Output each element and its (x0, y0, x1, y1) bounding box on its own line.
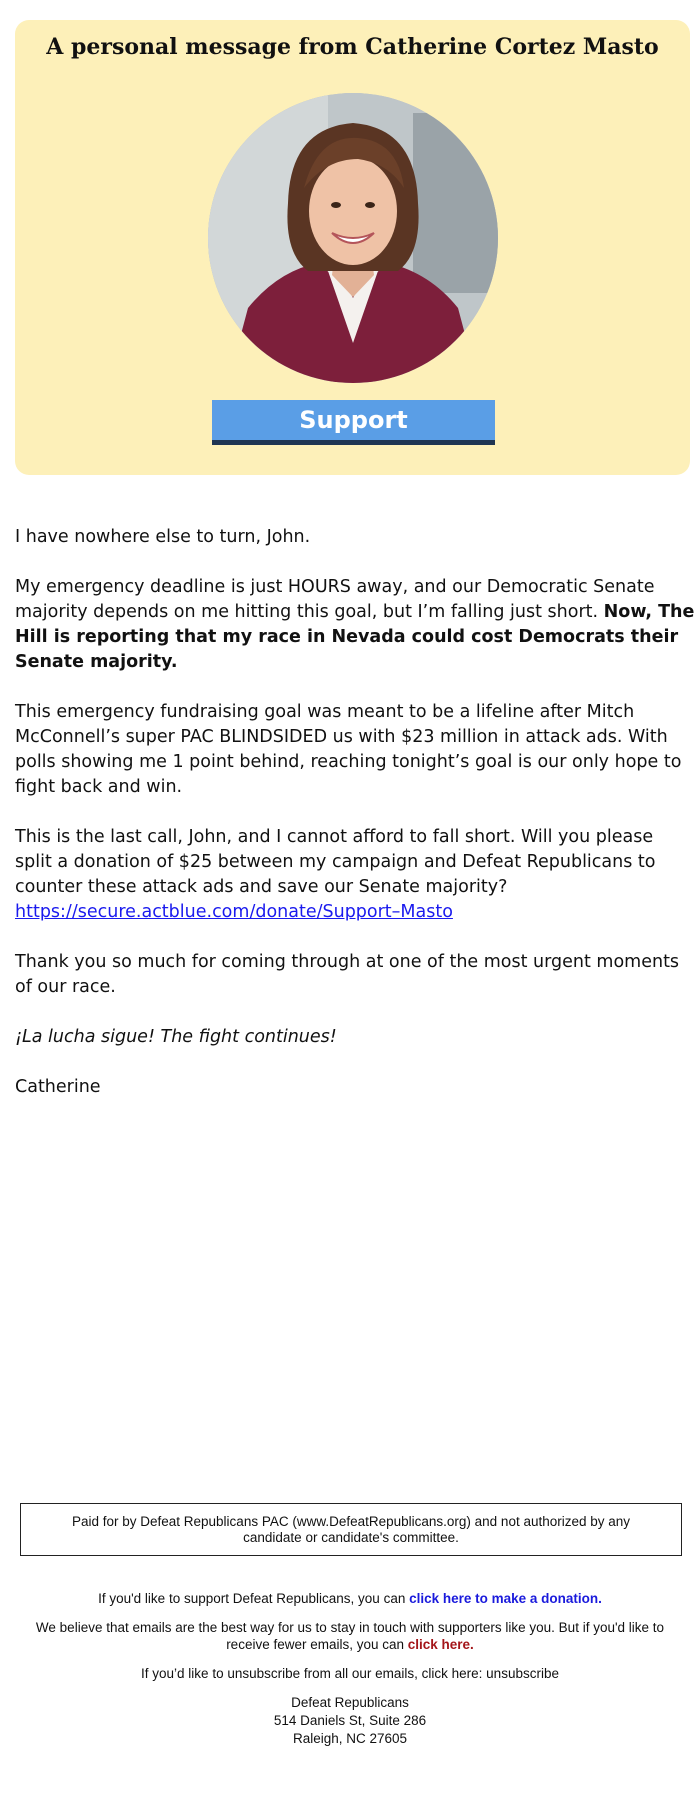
paragraph-1-text: My emergency deadline is just HOURS away, and our Democratic Senate majority depends on me hitting this goal, but I’m falling just short. (15, 577, 655, 622)
make-donation-link[interactable]: click here to make a donation. (409, 1591, 602, 1606)
address-line-2: Raleigh, NC 27605 (292, 1731, 408, 1746)
fewer-emails-link[interactable]: click here. (407, 1637, 474, 1652)
address-line-1: 514 Daniels St, Suite 286 (273, 1713, 427, 1728)
mailing-address (15, 1694, 685, 1748)
motto-text: ¡La lucha sigue! The fight continues! (15, 1027, 337, 1047)
email-footer (15, 1590, 685, 1748)
paragraph-3-text: This is the last call, John, and I cannot afford to fall short. Will you please split a donation of $25 between my campaign and Defeat Republicans to counter these attack ads and save our Senate majority? (15, 827, 656, 897)
letter-signature: Catherine (15, 1077, 101, 1097)
footer-unsubscribe-line (15, 1665, 685, 1682)
paragraph-1-bold-text: Now, The Hill is reporting that my race in Nevada could cost Democrats their Senate majority. (15, 602, 695, 672)
unsubscribe-link[interactable]: unsubscribe (486, 1666, 559, 1681)
letter-paragraph-5 (15, 1025, 695, 1050)
support-button[interactable]: Support (212, 400, 495, 445)
letter-greeting: I have nowhere else to turn, John. (15, 527, 311, 547)
letter-paragraph-2: This emergency fundraising goal was meant to be a lifeline after Mitch McConnell’s super PAC BLINDSIDED us with $23 million in attack ads. With polls showing me 1 point behind, reaching tonight’s goal is our only hope to fight back and win. (15, 702, 682, 797)
hero-title: A personal message from Catherine Cortez Masto (46, 34, 659, 60)
unsubscribe-text: If you’d like to unsubscribe from all our emails, click here: (141, 1666, 487, 1681)
footer-fewer-emails-line (15, 1619, 685, 1653)
footer-support-line (15, 1590, 685, 1607)
support-line-text: If you'd like to support Defeat Republicans, you can (98, 1591, 410, 1606)
hero-banner (15, 20, 690, 475)
fewer-emails-text: We believe that emails are the best way for us to stay in touch with supporters like you. But if you'd like to receive fewer emails, you can (35, 1620, 665, 1652)
candidate-portrait (208, 93, 498, 383)
disclaimer-text: Paid for by Defeat Republicans PAC (www.DefeatRepublicans.org) and not authorized by any candidate or candidate's committee. (71, 1513, 631, 1545)
donate-link[interactable]: https://secure.actblue.com/donate/Support–Masto (15, 902, 453, 922)
portrait-illustration (208, 93, 498, 383)
letter-body (15, 525, 695, 1125)
letter-paragraph-3 (15, 825, 695, 925)
org-name: Defeat Republicans (291, 1695, 409, 1710)
letter-paragraph-1 (15, 575, 695, 675)
letter-paragraph-4: Thank you so much for coming through at one of the most urgent moments of our race. (15, 952, 680, 997)
paid-for-disclaimer (20, 1503, 682, 1556)
